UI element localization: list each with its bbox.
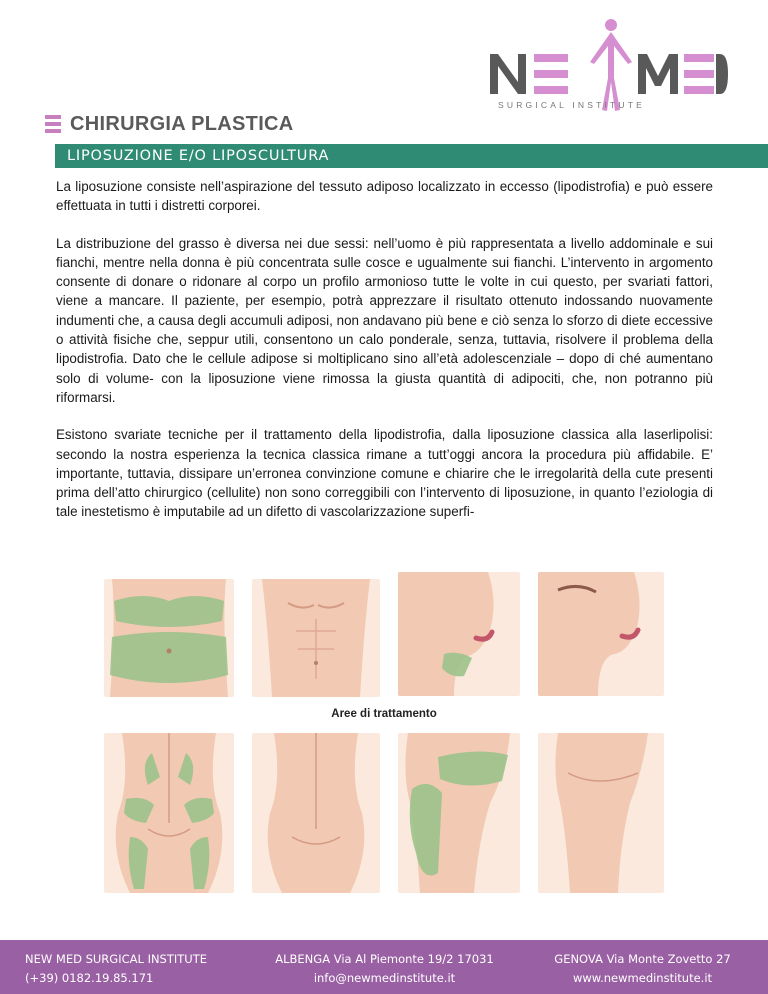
- human-figure-icon: [586, 18, 636, 113]
- menu-bars-icon: [45, 115, 61, 133]
- illustration-female-back: [104, 733, 234, 893]
- company-logo: [488, 18, 738, 113]
- section-subtitle-band: [55, 144, 768, 168]
- section-subtitle: LIPOSUZIONE E/O LIPOSCULTURA: [67, 148, 330, 164]
- section-title: [45, 109, 294, 139]
- paragraph-distribution: La distribuzione del grasso è diversa nei due sessi: nell’uomo è più rappresentata a livello addominale e sui fianchi, mentre nella donna è più concentrata sulle cosce e ugualmente sui fianchi. L’intervento in argomento consente di donare o ridonare al corpo un profilo armonioso tutte le volte in cui questo, per svariati fattori, viene a mancare. Il paziente, per esempio, potrà apprezzare il risultato ottenuto indossando nuovamente indumenti che, a causa degli accumuli adiposi, non andavano più bene e ciò senza lo sforzo di diete eccessive o attività fisiche che, seppur utili, consentono un calo ponderale, senza, tuttavia, risolvere il problema della lipodistrofia. Dato che le cellule adipose si moltiplicano sino all’età adolescenziale – dopo di ché aumentano solo di volume- con la liposuzione viene rimossa la giusta quantità di adipociti, che, non potranno più riformarsi.: [56, 235, 713, 405]
- section-title-text: CHIRURGIA PLASTICA: [70, 112, 294, 135]
- page-footer: [0, 940, 768, 994]
- footer-genova-address: GENOVA Via Monte Zovetto 27: [554, 952, 731, 966]
- footer-company: [25, 950, 207, 988]
- footer-albenga-address: ALBENGA Via Al Piemonte 19/2 17031: [275, 952, 494, 966]
- illustration-male-torso: [252, 579, 380, 697]
- illustration-female-abdomen: [104, 579, 234, 697]
- illustration-thigh-result: [538, 733, 664, 893]
- illustration-thigh-side: [398, 733, 520, 893]
- paragraph-intro: La liposuzione consiste nell’aspirazione del tessuto adiposo localizzato in eccesso (lipodistrofia) e può essere effettuata in tutti i distretti corporei.: [56, 179, 713, 214]
- article-body: [56, 177, 713, 540]
- footer-genova: [530, 950, 755, 988]
- footer-email-link[interactable]: info@newmedinstitute.it: [313, 971, 456, 985]
- illustration-buttocks-result: [252, 733, 380, 893]
- footer-company-name: NEW MED SURGICAL INSTITUTE: [25, 952, 208, 966]
- footer-website-link[interactable]: www.newmedinstitute.it: [572, 971, 713, 985]
- paragraph-techniques: Esistono svariate tecniche per il trattamento della lipodistrofia, dalla liposuzione classica alla laserlipolisi: secondo la nostra esperienza la tecnica classica rimane a tutt’oggi ancora la procedura più affidabile. E’ importante, tuttavia, dissipare un’erronea convinzione comune e chiarire che le irregolarità della cute presenti prima dell’atto chirurgico (cellulite) non sono correggibili con l’intervento di liposuzione, in quanto l’eziologia di tale inestetismo è imputabile ad un difetto di vascolarizzazione superfi-: [56, 427, 713, 520]
- footer-albenga: [252, 950, 517, 988]
- footer-phone: (+39) 0182.19.85.171: [25, 971, 154, 985]
- illustration-chin-profile: [398, 572, 520, 696]
- figure-caption: Aree di trattamento: [331, 708, 437, 720]
- logo-tagline: SURGICAL INSTITUTE: [498, 100, 646, 110]
- illustration-chin-result: [538, 572, 664, 696]
